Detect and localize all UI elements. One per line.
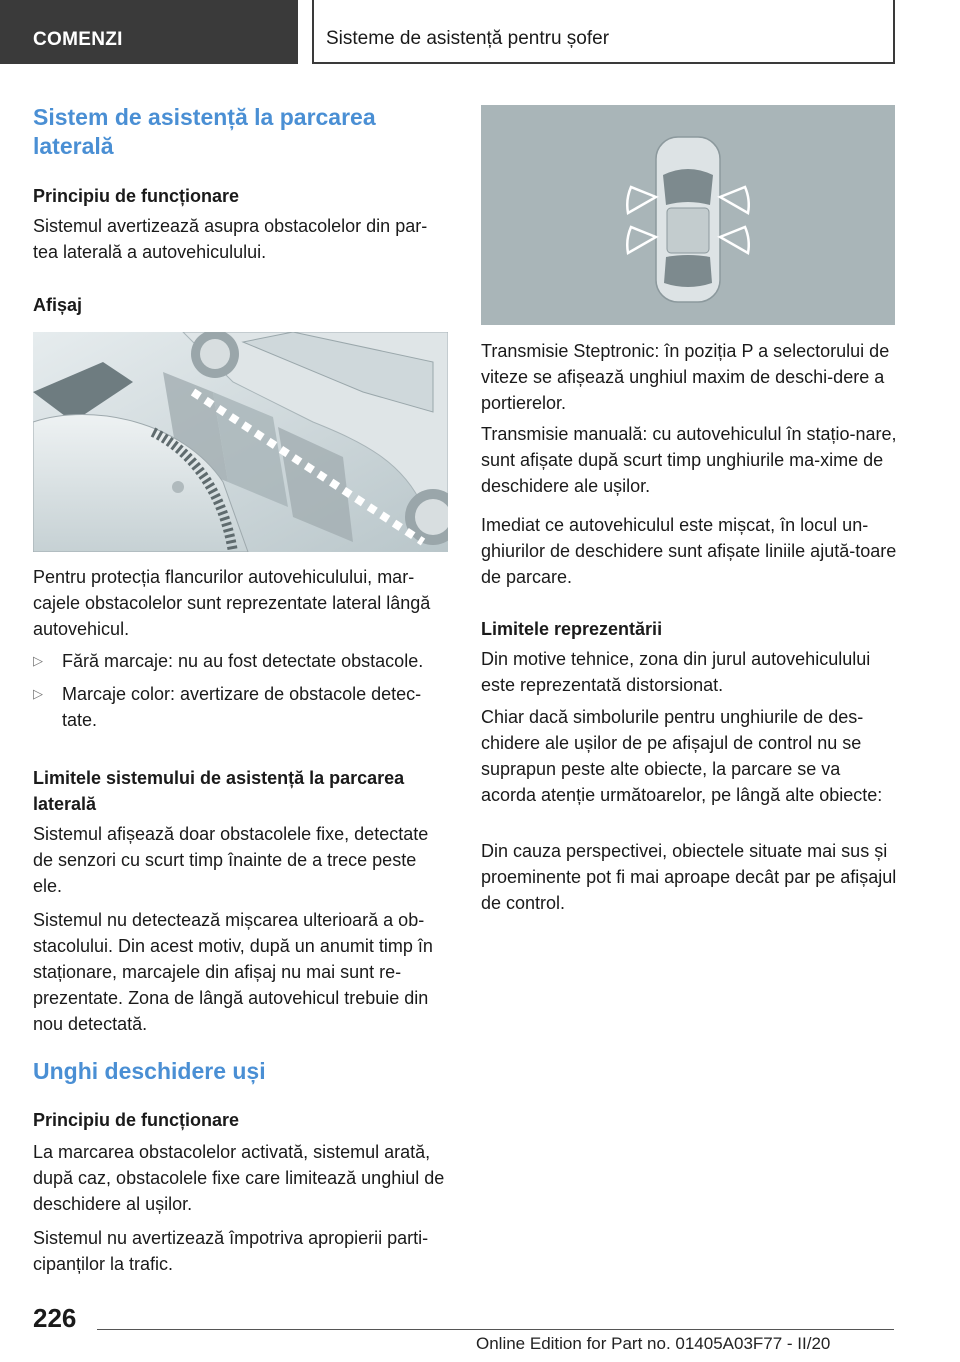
heading-side-view: Sistem de asistență la parcarea laterală [33, 104, 376, 159]
paragraph: Transmisie Steptronic: în poziția P a selectorului de viteze se afișează unghiul maxim de deschi-dere a portierelor. [481, 341, 890, 413]
subheading-principle: Principiu de funcționare [33, 186, 240, 206]
door-angle-illustration [481, 105, 895, 325]
paragraph: Din cauza perspectivei, obiectele situate mai sus și proeminente pot fi mai aproape decât par pe afișajul de control. [481, 841, 897, 913]
paragraph: Din motive tehnice, zona din jurul autovehiculului este reprezentată distorsionat. [481, 649, 871, 695]
paragraph: Sistemul nu detectează mișcarea ulterioară a ob-stacolului. Din acest motiv, după un anumit timp în staționare, marcajele din afișaj nu mai sunt re-prezentate. Zona de lângă autovehicul trebuie din nou detectată. [33, 910, 433, 1034]
triangle-bullet-icon: ▷ [33, 653, 43, 668]
subheading-principle: Principiu de funcționare [33, 1110, 240, 1130]
door-angle-graphic [481, 105, 895, 325]
paragraph: Transmisie manuală: cu autovehiculul în stațio-nare, sunt afișate după scurt timp unghiurile ma-xime de deschidere ale ușilor. [481, 424, 897, 496]
page-number: 226 [33, 1303, 77, 1333]
section-tab [0, 0, 298, 64]
subheading-representation-limits: Limitele reprezentării [481, 619, 663, 639]
side-view-graphic [33, 332, 448, 552]
paragraph: Sistemul avertizează asupra obstacolelor din par-tea laterală a autovehiculului. [33, 216, 428, 262]
section-title: COMENZI [33, 29, 123, 50]
side-view-illustration [33, 332, 448, 552]
paragraph: Pentru protecția flancurilor autovehiculului, mar-cajele obstacolelor sunt reprezentate lateral lângă autovehicul. [33, 567, 431, 639]
paragraph: Chiar dacă simbolurile pentru unghiurile de des-chidere ale ușilor de pe afișajul de control nu se suprapun peste alte obiecte, la parcare se va acorda atenție următoarelor, pe lângă alte obiecte: [481, 707, 883, 805]
footer-divider [97, 1329, 894, 1330]
heading-door-angle: Unghi deschidere uși [33, 1058, 266, 1084]
edition-note: Online Edition for Part no. 01405A03F77 - II/20 [476, 1334, 831, 1353]
paragraph: Sistemul nu avertizează împotriva apropierii parti-cipanților la trafic. [33, 1228, 429, 1274]
paragraph: Imediat ce autovehiculul este mișcat, în locul un-ghiurilor de deschidere sunt afișate liniile ajută-toare de parcare. [481, 515, 897, 587]
paragraph: La marcarea obstacolelor activată, sistemul arată, după caz, obstacolele fixe care limitează unghiul de deschidere al ușilor. [33, 1142, 445, 1214]
chapter-title: Sisteme de asistență pentru șofer [326, 28, 610, 49]
list-item: ▷ Marcaje color: avertizare de obstacole detec-tate. [33, 681, 449, 733]
list-item: ▷ Fără marcaje: nu au fost detectate obstacole. [33, 648, 449, 674]
paragraph: Sistemul afișează doar obstacolele fixe, detectate de senzori cu scurt timp înainte de a trece peste ele. [33, 824, 429, 896]
triangle-bullet-icon: ▷ [33, 686, 43, 701]
subheading-limits: Limitele sistemului de asistență la parcarea laterală [33, 768, 405, 814]
chapter-tab [312, 0, 895, 64]
subheading-display: Afișaj [33, 295, 83, 315]
